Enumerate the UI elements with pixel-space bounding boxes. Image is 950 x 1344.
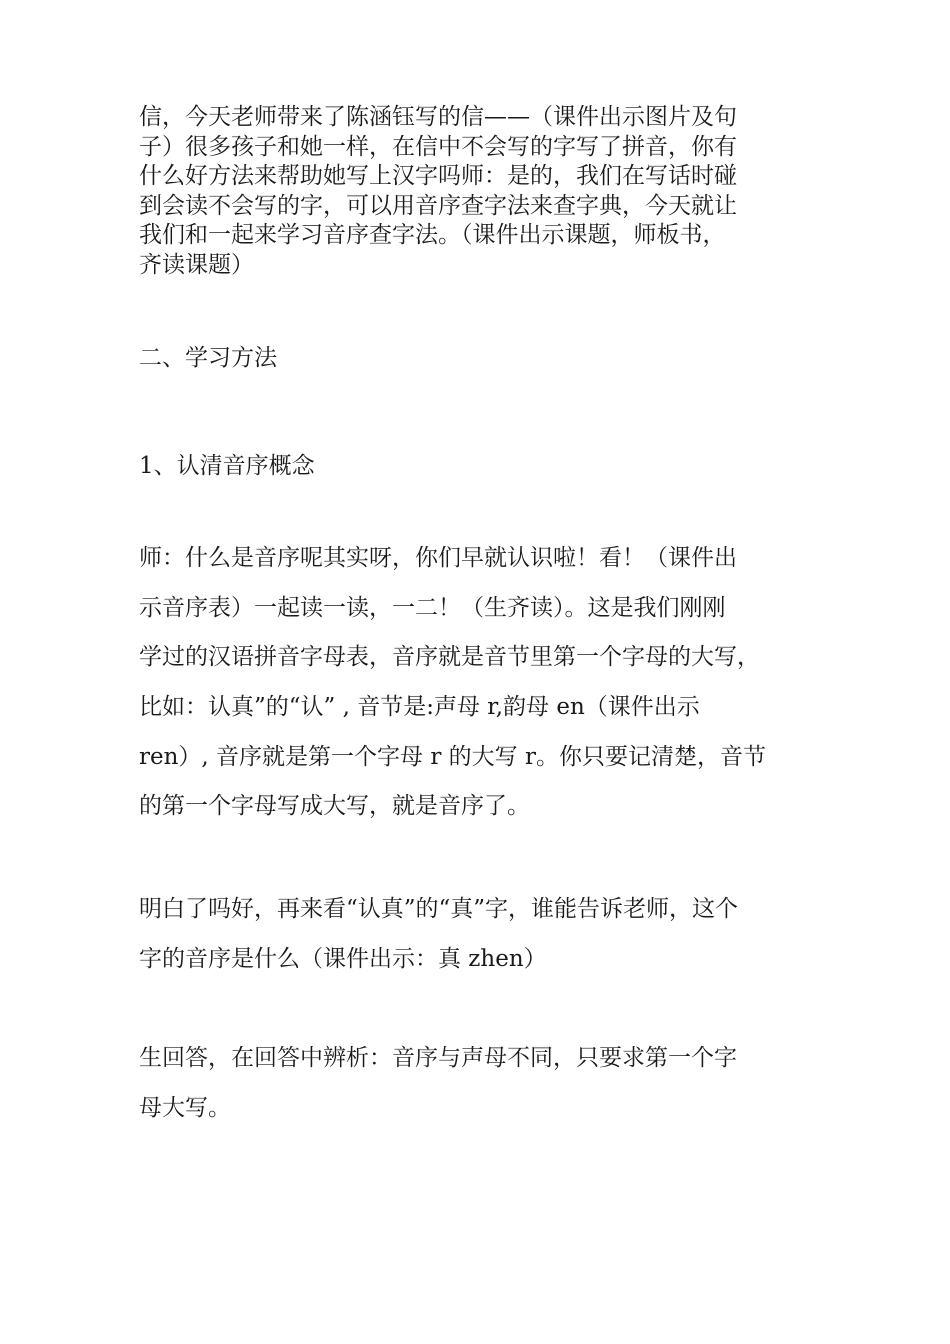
text-line: 明白了吗好，再来看“认真”的“真”字，谁能告诉老师，这个 xyxy=(139,896,739,922)
text-line: 到会读不会写的字，可以用音序查字法来查字典，今天就让 xyxy=(139,192,737,219)
text-line: 示音序表）一起读一读，一二！（生齐读）。这是我们刚刚 xyxy=(139,594,726,621)
section-heading xyxy=(139,338,819,378)
text-line: 什么好方法来帮助她写上汉字吗师：是的，我们在写话时碰 xyxy=(139,163,737,190)
text-line: 我们和一起来学习音序查字法。（课件出示课题，师板书， xyxy=(139,222,726,249)
text-line: 信，今天老师带来了陈涵钰写的信——（课件出示图片及句 xyxy=(139,104,737,130)
text-line: 齐读课题） xyxy=(139,251,254,278)
subheading-text: 1、认清音序概念 xyxy=(139,453,315,479)
paragraph-3 xyxy=(139,1034,819,1133)
text-line: 学过的汉语拼音字母表，音序就是音节里第一个字母的大写， xyxy=(139,644,760,671)
text-line: 母大写。 xyxy=(139,1094,231,1121)
paragraph-1 xyxy=(139,534,819,832)
text-line: 师：什么是音序呢其实呀，你们早就认识啦！看！（课件出 xyxy=(139,545,737,571)
text-line: 的第一个字母写成大写，就是音序了。 xyxy=(139,793,530,820)
section-heading-text: 二、学习方法 xyxy=(139,345,277,371)
text-line: ren）, 音序就是第一个字母 r 的大写 r。你只要记清楚，音节 xyxy=(139,743,766,770)
intro-paragraph xyxy=(139,103,819,281)
text-line: 比如：认真”的“认” , 音节是:声母 r,韵母 en（课件出示 xyxy=(139,694,700,721)
text-line: 生回答，在回答中辨析：音序与声母不同，只要求第一个字 xyxy=(139,1045,737,1071)
text-line: 子）很多孩子和她一样，在信中不会写的字写了拼音，你有 xyxy=(139,133,737,160)
subheading xyxy=(139,446,819,486)
paragraph-2 xyxy=(139,885,819,984)
text-line: 字的音序是什么（课件出示：真 zhen） xyxy=(139,945,547,972)
